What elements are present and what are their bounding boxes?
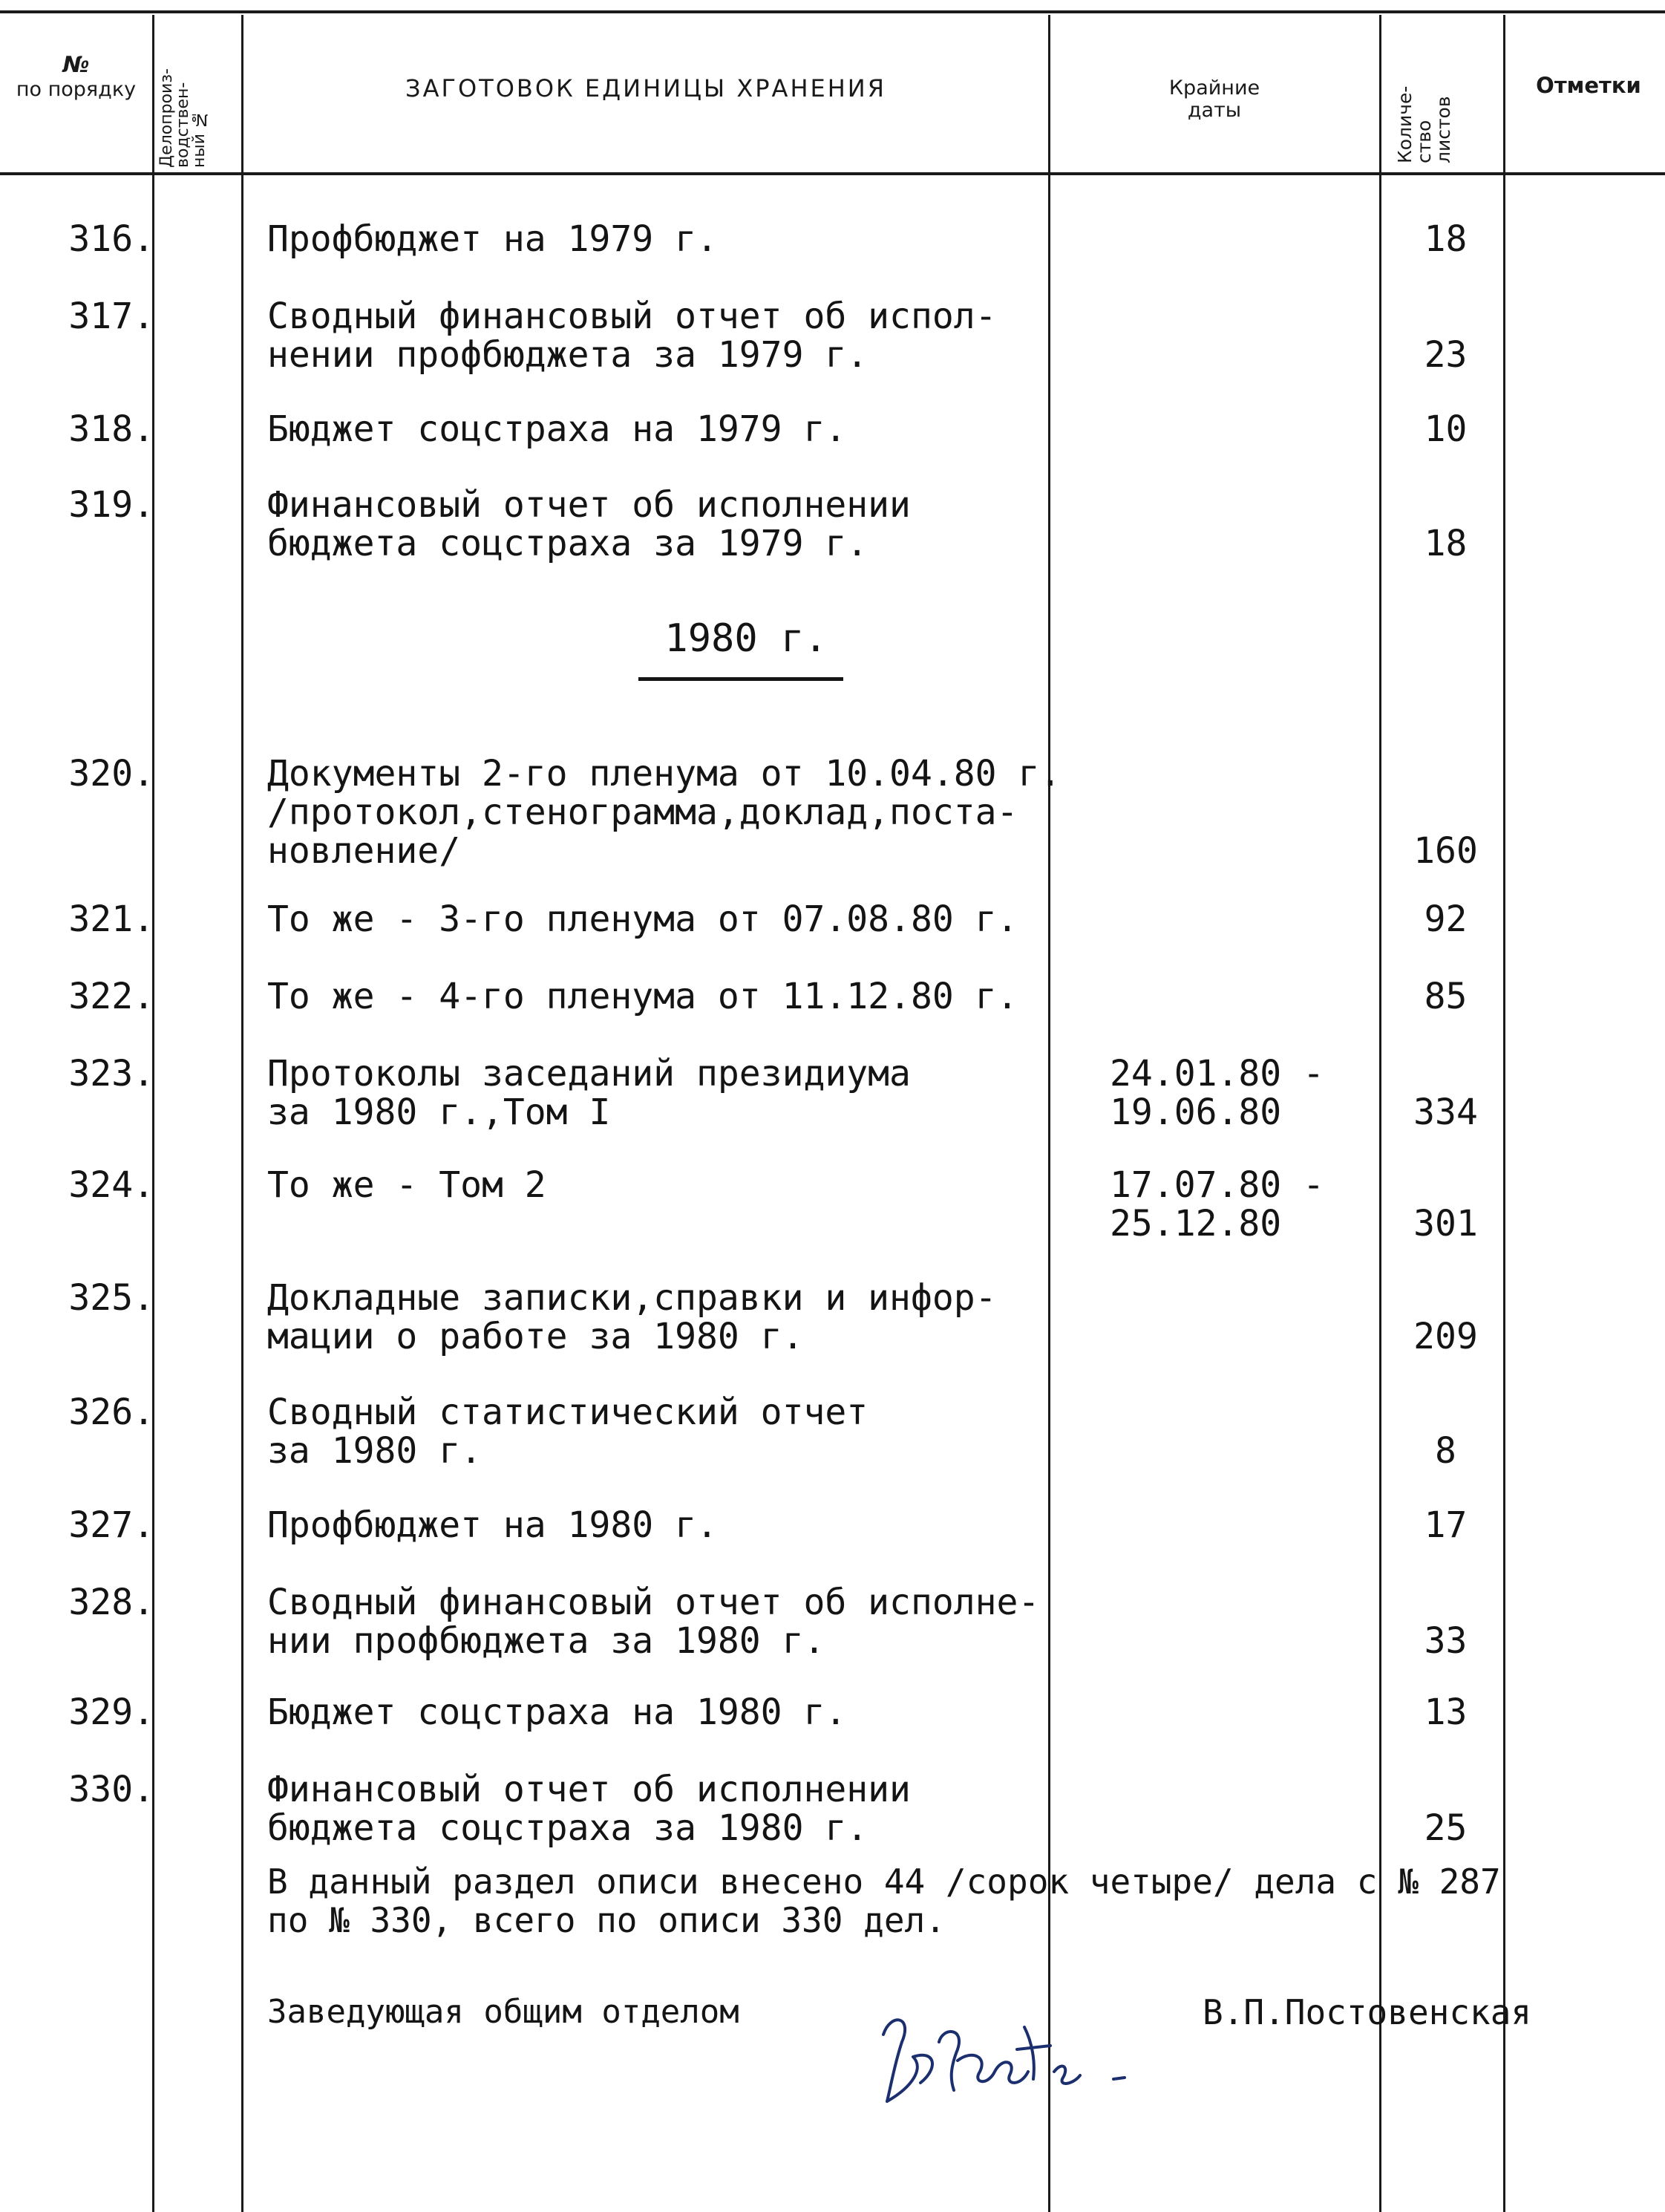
row-title: Профбюджет на 1980 г. <box>267 1504 718 1546</box>
row-sheet-count: 301 <box>1413 1203 1478 1244</box>
signature-name: В.П.Постовенская <box>1203 1992 1532 2032</box>
row-number: 318. <box>68 408 154 450</box>
row-title: Сводный финансовый отчет об испол- нении профбюджета за 1979 г. <box>267 296 997 376</box>
year-heading-underline <box>638 677 843 681</box>
header-office-no <box>159 27 208 168</box>
row-number: 320. <box>68 753 154 795</box>
row-sheet-count: 334 <box>1413 1092 1478 1133</box>
header-count-line1: Количе- <box>1394 85 1416 163</box>
row-sheet-count: 85 <box>1424 976 1468 1017</box>
row-title: Докладные записки,справки и инфор- мации о работе за 1980 г. <box>267 1277 997 1357</box>
header-count-line2: ство <box>1413 120 1435 163</box>
row-sheet-count: 13 <box>1424 1691 1468 1733</box>
row-sheet-count: 8 <box>1435 1430 1456 1472</box>
row-number: 327. <box>68 1504 154 1546</box>
signature-position: Заведующая общим отделом <box>267 1993 739 2031</box>
header-notes-col: Отметки <box>1536 73 1641 98</box>
header-bottom-rule <box>0 172 1665 175</box>
header-order-symbol: № <box>62 52 90 78</box>
col-rule-1 <box>152 15 154 2212</box>
row-dates: 24.01.80 - 19.06.80 <box>1110 1053 1324 1133</box>
row-title: Бюджет соцстраха на 1979 г. <box>267 408 847 450</box>
row-title: То же - Том 2 <box>267 1164 546 1206</box>
row-title: Профбюджет на 1979 г. <box>267 218 718 260</box>
row-dates: 17.07.80 - 25.12.80 <box>1110 1164 1324 1244</box>
header-count-col <box>1396 37 1453 163</box>
row-number: 317. <box>68 296 154 337</box>
header-dates-line2: даты <box>1187 99 1242 122</box>
header-title-col: ЗАГОТОВОК ЕДИНИЦЫ ХРАНЕНИЯ <box>405 74 886 102</box>
row-number: 324. <box>68 1164 154 1206</box>
header-order-col <box>0 52 152 101</box>
row-number: 322. <box>68 976 154 1017</box>
row-title: Бюджет соцстраха на 1980 г. <box>267 1691 847 1733</box>
row-title: Документы 2-го пленума от 10.04.80 г. /протокол,стенограмма,доклад,поста- новление/ <box>267 753 1062 872</box>
row-number: 321. <box>68 898 154 940</box>
row-number: 330. <box>68 1769 154 1810</box>
row-sheet-count: 23 <box>1424 334 1468 376</box>
row-title: То же - 3-го пленума от 07.08.80 г. <box>267 898 1018 940</box>
row-title: Финансовый отчет об исполнении бюджета соцстраха за 1980 г. <box>267 1769 911 1849</box>
row-sheet-count: 18 <box>1424 523 1468 564</box>
header-office-no-line1: Делопроиз- <box>157 68 176 168</box>
header-office-no-line2: водствен- <box>174 82 192 168</box>
row-number: 323. <box>68 1053 154 1094</box>
year-heading: 1980 г. <box>664 616 828 661</box>
row-title: Протоколы заседаний президиума за 1980 г.,Том I <box>267 1053 911 1133</box>
row-number: 326. <box>68 1392 154 1433</box>
summary-note: В данный раздел описи внесено 44 /сорок четыре/ дела с № 287 по № 330, всего по описи 330 дел. <box>267 1862 1501 1940</box>
row-sheet-count: 92 <box>1424 898 1468 940</box>
row-sheet-count: 33 <box>1424 1620 1468 1662</box>
row-sheet-count: 209 <box>1413 1316 1478 1357</box>
header-dates-line1: Крайние <box>1168 76 1260 99</box>
row-title: Сводный статистический отчет за 1980 г. <box>267 1392 869 1472</box>
top-rule <box>0 10 1665 13</box>
row-title: Сводный финансовый отчет об исполне- нии профбюджета за 1980 г. <box>267 1582 1040 1662</box>
header-dates-col <box>1050 77 1378 122</box>
row-number: 325. <box>68 1277 154 1319</box>
row-title: Финансовый отчет об исполнении бюджета соцстраха за 1979 г. <box>267 484 911 564</box>
header-order-label: по порядку <box>16 78 137 101</box>
row-number: 328. <box>68 1582 154 1623</box>
row-number: 316. <box>68 218 154 260</box>
row-number: 329. <box>68 1691 154 1733</box>
row-sheet-count: 18 <box>1424 218 1468 260</box>
col-rule-2 <box>241 15 243 2212</box>
row-title: То же - 4-го пленума от 11.12.80 г. <box>267 976 1018 1017</box>
row-sheet-count: 25 <box>1424 1807 1468 1849</box>
header-office-no-line3: ный № <box>190 109 209 168</box>
row-number: 319. <box>68 484 154 526</box>
row-sheet-count: 10 <box>1424 408 1468 450</box>
row-sheet-count: 17 <box>1424 1504 1468 1546</box>
row-sheet-count: 160 <box>1413 830 1478 872</box>
col-rule-5 <box>1503 15 1505 2212</box>
handwritten-signature <box>869 1997 1151 2116</box>
header-count-line3: листов <box>1433 96 1454 163</box>
